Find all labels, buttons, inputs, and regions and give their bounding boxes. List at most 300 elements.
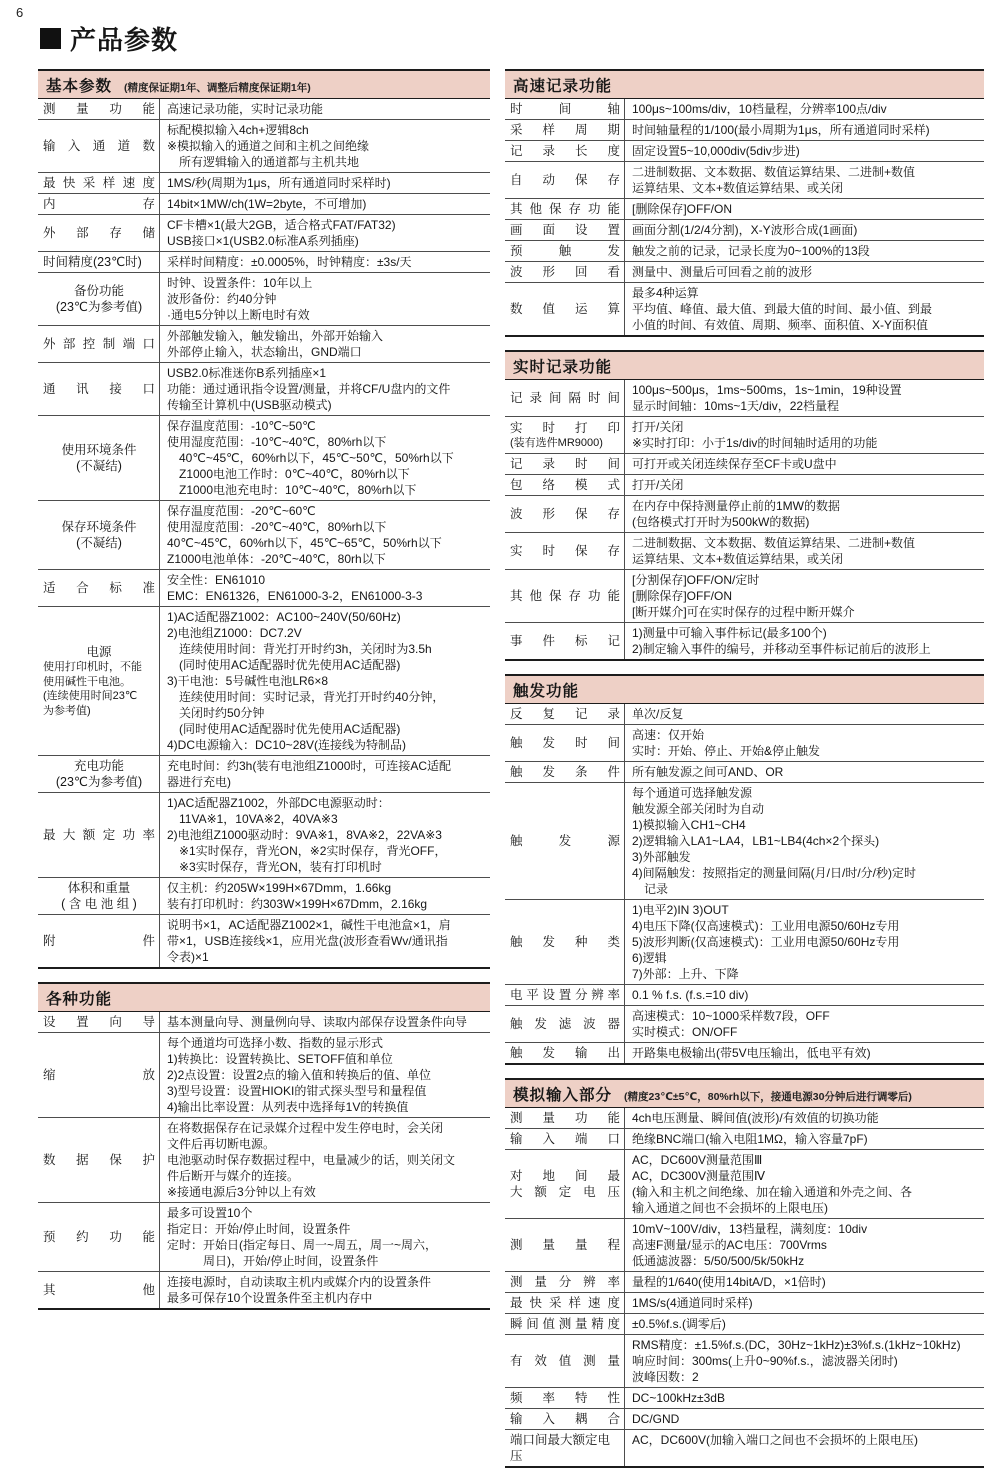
spec-value [625, 475, 984, 495]
spec-label [38, 1118, 160, 1202]
spec-label [505, 1150, 625, 1218]
spec-value-line: 安全性：EN61010 [167, 573, 266, 587]
spec-value [160, 173, 490, 193]
spec-value-line: 1)AC适配器Z1002：AC100~240V(50/60Hz) [167, 610, 401, 624]
spec-label [505, 623, 625, 659]
spec-row [505, 198, 984, 219]
spec-label [38, 1012, 160, 1032]
spec-value-line: 波峰因数：2 [632, 1370, 699, 1384]
spec-value [160, 1033, 490, 1117]
spec-label [38, 173, 160, 193]
spec-row [38, 214, 490, 251]
spec-label-line: 触发输出 [510, 1046, 620, 1060]
spec-row [38, 500, 490, 569]
spec-value [160, 793, 490, 877]
spec-label-line: 通讯接口 [43, 382, 155, 396]
spec-value-line: 外部触发输入，触发输出，外部开始输入 [167, 329, 384, 343]
spec-row [38, 755, 490, 792]
spec-label [505, 704, 625, 724]
section-title: 实时记录功能 [513, 359, 613, 376]
spec-value-line: 带×1，USB连接线×1，应用光盘(波形查看Wv/通讯指 [167, 934, 448, 948]
spec-row [505, 569, 984, 622]
spec-label-line: 其他 [43, 1283, 155, 1297]
spec-value-line: 2)2点设置：设置2点的输入值和转换后的值、单位 [167, 1068, 432, 1082]
spec-row [38, 1271, 490, 1308]
spec-label-line: 备份功能 [73, 284, 124, 298]
spec-value-line: 使用湿度范围：-10℃~40℃，80%rh以下 [167, 435, 387, 449]
spec-value [160, 607, 490, 755]
spec-value [625, 241, 984, 261]
spec-value-line: 连接电源时，自动读取主机内或媒介内的设置条件 [167, 1275, 432, 1289]
spec-value-line: 4)DC电源输入：DC10~28V(连接线为特制品) [167, 738, 407, 752]
spec-value-line: 4)电压下降(仅高速模式)：工业用电源50/60Hz专用 [632, 919, 900, 933]
spec-label-line: 输入通道数 [43, 139, 155, 153]
spec-label [505, 120, 625, 140]
spec-value-line: 6)逻辑 [632, 951, 667, 965]
spec-label-line: 端口间最大额定电压 [510, 1433, 611, 1463]
spec-value-line: AC，DC600V测量范围Ⅲ [632, 1153, 763, 1167]
spec-value [160, 120, 490, 172]
spec-value-line: 可打开或关闭连续保存至CF卡或U盘中 [632, 457, 837, 471]
spec-row [505, 1108, 984, 1128]
spec-row [38, 251, 490, 272]
spec-label-line: 数值运算 [510, 302, 620, 316]
spec-row [505, 1387, 984, 1408]
spec-value-line: 保存温度范围：-10℃~50℃ [167, 419, 316, 433]
spec-value [625, 783, 984, 899]
spec-label [38, 1033, 160, 1117]
spec-value-line: USB2.0标准迷你B系列插座×1 [167, 366, 327, 380]
spec-value [625, 1293, 984, 1313]
spec-value [160, 273, 490, 325]
spec-value-line: 所有逻辑输入的通道都与主机共地 [167, 155, 360, 169]
spec-label [505, 220, 625, 240]
spec-label [505, 262, 625, 282]
spec-label-subnote: (装有选件MR9000) [510, 436, 603, 449]
spec-value-line: 每个通道均可选择小数、指数的显示形式 [167, 1036, 384, 1050]
spec-value [160, 194, 490, 214]
spec-value-line: (同时使用AC适配器时优先使用AC适配器) [167, 658, 401, 672]
spec-value [625, 417, 984, 453]
spec-row [505, 899, 984, 984]
spec-value [625, 283, 984, 335]
spec-value-line: (同时使用AC适配器时优先使用AC适配器) [167, 722, 401, 736]
spec-value [625, 1043, 984, 1063]
spec-label [505, 533, 625, 569]
spec-value-line: 每个通道可选择触发源 [632, 786, 753, 800]
spec-value-line: 标配模拟输入4ch+逻辑8ch [167, 123, 309, 137]
spec-value-line: 小值的时间、有效值、周期、频率、面积值、X-Y面积值 [632, 318, 929, 332]
spec-value-line: ※3实时保存，背光ON，装有打印机时 [167, 860, 382, 874]
spec-value [625, 120, 984, 140]
spec-row [505, 984, 984, 1005]
spec-row [38, 272, 490, 325]
spec-row [505, 724, 984, 761]
spec-label-line: 最快采样速度 [510, 1296, 620, 1310]
spec-row [505, 1042, 984, 1063]
spec-value [160, 99, 490, 119]
spec-value-line: 高速：仅开始 [632, 728, 705, 742]
spec-row [505, 161, 984, 198]
section-header [505, 350, 984, 380]
spec-row [38, 914, 490, 967]
spec-label-line: 自动保存 [510, 173, 620, 187]
spec-value-line: AC，DC300V测量范围Ⅳ [632, 1169, 766, 1183]
spec-label-line: 记录间隔时间 [510, 391, 620, 405]
spec-row [505, 622, 984, 659]
spec-value-line: EMC：EN61326，EN61000-3-2，EN61000-3-3 [167, 589, 423, 603]
spec-value-line: 时间轴量程的1/100(最小周期为1μs，所有通道同时采样) [632, 123, 930, 137]
spec-value-line: 令表)×1 [167, 950, 209, 964]
spec-value-line: 4ch电压测量、瞬间值(波形)/有效值的切换功能 [632, 1111, 879, 1125]
spec-value-line: 1MS/秒(周期为1μs，所有通道同时采样时) [167, 176, 391, 190]
spec-label-line: 其他保存功能 [510, 589, 620, 603]
spec-value [625, 220, 984, 240]
spec-label-line: 最快采样速度 [43, 176, 155, 190]
spec-value [625, 570, 984, 622]
spec-label-line: 适合标准 [43, 581, 155, 595]
spec-label [505, 283, 625, 335]
spec-value [160, 1118, 490, 1202]
spec-value-line: 最多可设置10个 [167, 1206, 253, 1220]
spec-label [38, 501, 160, 569]
spec-value-line: 5)波形判断(仅高速模式)：工业用电源50/60Hz专用 [632, 935, 900, 949]
spec-value-line: ※模拟输入的通道之间和主机之间绝缘 [167, 139, 370, 153]
spec-row [505, 532, 984, 569]
spec-section [38, 69, 490, 969]
spec-value-line: ±0.5%f.s.(调零后) [632, 1317, 726, 1331]
spec-value-line: 高速模式：10~1000采样数7段，OFF [632, 1009, 830, 1023]
spec-row [38, 99, 490, 119]
spec-value-line: RMS精度：±1.5%f.s.(DC，30Hz~1kHz)±3%f.s.(1kHz~10kHz) [632, 1338, 961, 1352]
spec-label [505, 454, 625, 474]
spec-value-line: (包络模式打开时为500kW的数据) [632, 515, 810, 529]
spec-value-line: 40℃~45℃，60%rh以下，45℃~50℃，50%rh以下 [167, 451, 454, 465]
spec-label-line: 电源 [86, 645, 112, 659]
spec-label-line: 实时保存 [510, 544, 620, 558]
spec-value-line: 2)制定输入事件的编号，并移动至事件标记前后的波形上 [632, 642, 931, 656]
spec-value-line: 1)AC适配器Z1002，外部DC电源驱动时： [167, 796, 390, 810]
spec-label [38, 607, 160, 755]
spec-value-line: 显示时间轴：10ms~1天/div，22档量程 [632, 399, 840, 413]
spec-row [38, 1202, 490, 1271]
spec-value-line: 器进行充电) [167, 775, 231, 789]
spec-label-line: 触发滤波器 [510, 1017, 620, 1031]
spec-value-line: AC，DC600V(加输入端口之间也不会损坏的上限电压) [632, 1433, 919, 1447]
spec-label-line: 反复记录 [510, 707, 620, 721]
section-header [505, 1078, 984, 1108]
spec-value-line: 4)输出比率设置：从列表中选择每1V的转换值 [167, 1100, 409, 1114]
left-column [38, 69, 490, 1323]
spec-label-line: 外部存储 [43, 226, 155, 240]
spec-value-line: 在内存中保持测量停止前的1MW的数据 [632, 499, 840, 513]
spec-label [38, 756, 160, 792]
spec-value-line: 固定设置5~10,000div(5div步进) [632, 144, 800, 158]
spec-value-line: 说明书×1，AC适配器Z1002×1，碱性干电池盒×1，肩 [167, 918, 451, 932]
spec-value-line: 连续使用时间：背光打开时约3h，关闭时为3.5h [167, 642, 432, 656]
spec-value-line: 响应时间：300ms(上升0~90%f.s.，滤波器关闭时) [632, 1354, 898, 1368]
spec-label [505, 1129, 625, 1149]
spec-row [38, 569, 490, 606]
spec-row [505, 219, 984, 240]
section-header [38, 69, 490, 99]
spec-row [38, 193, 490, 214]
spec-label-line: 时间精度(23℃时) [43, 255, 142, 269]
spec-value-line: 2)电池组Z1000：DC7.2V [167, 626, 302, 640]
spec-label [38, 416, 160, 500]
spec-value-line: 所有触发源之间可AND、OR [632, 765, 784, 779]
spec-label [505, 417, 625, 453]
spec-label-line: 充电功能 [73, 759, 124, 773]
spec-value-line: 7)外部：上升、下降 [632, 967, 739, 981]
spec-value-line: 文件后再切断电源。 [167, 1137, 276, 1151]
spec-label-line: 使用环境条件 [61, 443, 137, 457]
spec-value-line: 采样时间精度：±0.0005%，时钟精度：±3s/天 [167, 255, 412, 269]
spec-label [505, 1388, 625, 1408]
spec-label [505, 783, 625, 899]
spec-row [505, 704, 984, 724]
spec-row [505, 1218, 984, 1271]
spec-value-line: 外部停止输入，状态输出，GND端口 [167, 345, 362, 359]
spec-label-subnote: 使用碱性干电池。 [43, 675, 131, 688]
spec-value [625, 985, 984, 1005]
spec-value-line: DC~100kHz±3dB [632, 1391, 725, 1405]
spec-value [160, 570, 490, 606]
spec-label [38, 878, 160, 914]
spec-label [38, 99, 160, 119]
spec-value-line: 充电时间：约3h(装有电池组Z1000时，可连接AC适配 [167, 759, 452, 773]
spec-label-line: 对地间最 [510, 1169, 620, 1183]
spec-label-line: 输入耦合 [510, 1412, 620, 1426]
spec-row [38, 172, 490, 193]
spec-label-line: 测量分辨率 [510, 1275, 620, 1289]
spec-value-line: CF卡槽×1(最大2GB，适合格式FAT/FAT32) [167, 218, 396, 232]
spec-label [38, 273, 160, 325]
spec-row [505, 261, 984, 282]
spec-value-line: 1)电平2)IN 3)OUT [632, 903, 729, 917]
spec-label-line: (不凝结) [76, 536, 122, 550]
spec-label-line: 画面设置 [510, 223, 620, 237]
spec-value-line: Z1000电池充电时：10℃~40℃，80%rh以下 [167, 483, 417, 497]
spec-label [505, 1006, 625, 1042]
section-title: 基本参数 [46, 78, 113, 95]
spec-value-line: 连续使用时间：实时记录，背光打开时约40分钟， [167, 690, 445, 704]
spec-value-line: 1MS/s(4通道同时采样) [632, 1296, 753, 1310]
spec-value [625, 704, 984, 724]
spec-label [505, 1335, 625, 1387]
spec-value-line: 3)干电池：5号碱性电池LR6×8 [167, 674, 329, 688]
spec-label-line: 触发源 [510, 834, 620, 848]
spec-value-line: 件后断开与媒介的连接。 [167, 1169, 300, 1183]
spec-row [505, 240, 984, 261]
spec-label-line: 输入端口 [510, 1132, 620, 1146]
spec-row [505, 1334, 984, 1387]
spec-value-line: 指定日：开始/停止时间，设置条件 [167, 1222, 351, 1236]
spec-value-line: 1)测量中可输入事件标记(最多100个) [632, 626, 827, 640]
spec-value-line: ·通电5分钟以上断电时有效 [167, 308, 310, 322]
spec-value-line: 打开/关闭 [632, 478, 684, 492]
page-title [0, 0, 996, 67]
spec-label [505, 141, 625, 161]
spec-label-line: 波形回看 [510, 265, 620, 279]
spec-label [505, 1293, 625, 1313]
spec-value-line: 开路集电极输出(带5V电压输出，低电平有效) [632, 1046, 871, 1060]
spec-value-line: 触发源全部关闭时为自动 [632, 802, 765, 816]
spec-value [160, 756, 490, 792]
spec-value-line: 测量中、测量后可回看之前的波形 [632, 265, 813, 279]
spec-label-line: 触发种类 [510, 935, 620, 949]
spec-value-line: 低通滤波器：5/50/500/5k/50kHz [632, 1254, 805, 1268]
spec-section [38, 982, 490, 1310]
spec-label [38, 363, 160, 415]
spec-label [505, 1409, 625, 1429]
spec-row [505, 1408, 984, 1429]
spec-label [505, 162, 625, 198]
spec-value-line: 功能：通过通讯指令设置/测量，并将CF/U盘内的文件 [167, 382, 451, 396]
spec-label-line: 外部控制端口 [43, 337, 155, 351]
spec-label-line: 缩放 [43, 1068, 155, 1082]
spec-label-line: 记录长度 [510, 144, 620, 158]
spec-row [38, 1012, 490, 1032]
spec-value-line: 11VA※1，10VA※2，40VA※3 [167, 812, 338, 826]
section-title: 高速记录功能 [513, 78, 613, 95]
spec-label-line: 采样周期 [510, 123, 620, 137]
spec-label [505, 1314, 625, 1334]
spec-value-line: ※接通电源后3分钟以上有效 [167, 1185, 316, 1199]
spec-label-subnote: 使用打印机时，不能 [43, 661, 142, 673]
spec-value-line: 使用湿度范围：-20℃~40℃，80%rh以下 [167, 520, 387, 534]
spec-label-line: 瞬间值测量精度 [510, 1317, 620, 1331]
spec-label [38, 1203, 160, 1271]
spec-value-line: 最多可保存10个设置条件至主机内存中 [167, 1291, 373, 1305]
spec-value [160, 252, 490, 272]
section-title: 触发功能 [513, 683, 580, 700]
spec-label-subnote: 为参考值) [43, 704, 91, 717]
spec-label [505, 241, 625, 261]
spec-value-line: (输入和主机之间绝缘、加在输入通道和外壳之间、各 [632, 1185, 912, 1199]
spec-value-line: ※实时打印：小于1s/div的时间轴时适用的功能 [632, 436, 878, 450]
spec-label [38, 570, 160, 606]
spec-section [505, 69, 984, 337]
spec-value-line: 高速F测量/显示的AC电压：700Vrms [632, 1238, 827, 1252]
spec-value-line: 单次/反复 [632, 707, 684, 721]
spec-value [625, 454, 984, 474]
spec-row [505, 474, 984, 495]
spec-row [505, 1149, 984, 1218]
spec-label-line: 最大额定功率 [43, 828, 155, 842]
spec-value [625, 725, 984, 761]
spec-value-line: 高速记录功能，实时记录功能 [167, 102, 324, 116]
spec-value-line: 时钟、设置条件：10年以上 [167, 276, 313, 290]
spec-value-line: 二进制数据、文本数据、数值运算结果、二进制+数值 [632, 165, 916, 179]
spec-value-line: 定时：开始日(指定每日、周一~周五，周一~周六， [167, 1238, 438, 1252]
section-note: (精度保证期1年、调整后精度保证期1年) [124, 82, 311, 94]
spec-label-line: (不凝结) [76, 459, 122, 473]
page-title-text: 产品参数 [70, 25, 179, 55]
spec-row [505, 761, 984, 782]
spec-label [505, 900, 625, 984]
spec-value-line: 周日)，开始/停止时间，设置条件 [167, 1254, 379, 1268]
spec-label-line: 保存环境条件 [61, 520, 137, 534]
spec-label-line: 电平设置分辨率 [510, 988, 620, 1002]
spec-value-line: 实时：开始、停止、开始&停止触发 [632, 744, 821, 758]
spec-label [38, 1272, 160, 1308]
spec-section [505, 674, 984, 1065]
spec-value [625, 1150, 984, 1218]
spec-label-line: 预约功能 [43, 1230, 155, 1244]
spec-label-line: (23℃为参考值) [55, 775, 143, 789]
spec-value-line: 装有打印机时：约303W×199H×67Dmm，2.16kg [167, 897, 428, 911]
spec-label-line: 测量功能 [43, 102, 155, 116]
spec-row [505, 1128, 984, 1149]
spec-value [625, 162, 984, 198]
spec-value-line: 0.1 % f.s. (f.s.=10 div) [632, 988, 749, 1002]
spec-columns [0, 67, 996, 1481]
spec-value-line: DC/GND [632, 1412, 680, 1426]
spec-value [625, 1430, 984, 1466]
spec-value-line: 绝缘BNC端口(输入电阻1MΩ，输入容量7pF) [632, 1132, 868, 1146]
spec-value [625, 623, 984, 659]
spec-value [160, 501, 490, 569]
spec-value-line: 40℃~45℃，60%rh以下，45℃~65℃，50%rh以下 [167, 536, 442, 550]
spec-value [160, 215, 490, 251]
spec-label-line: ( 含 电 池 组 ) [61, 897, 137, 911]
spec-value-line: 画面分割(1/2/4分割)，X-Y波形合成(1画面) [632, 223, 858, 237]
spec-value-line: 1)转换比：设置转换比、SETOFF值和单位 [167, 1052, 393, 1066]
section-header [505, 69, 984, 99]
spec-value [625, 1272, 984, 1292]
spec-label-line: 时间轴 [510, 102, 620, 116]
spec-label-line: 体积和重量 [67, 881, 131, 895]
spec-label-line: 附件 [43, 934, 155, 948]
spec-label [505, 725, 625, 761]
spec-label [505, 985, 625, 1005]
spec-value [625, 1108, 984, 1128]
spec-label [38, 252, 160, 272]
spec-label-line: 测量功能 [510, 1111, 620, 1125]
section-header [505, 674, 984, 704]
spec-row [505, 453, 984, 474]
spec-value-line: 量程的1/640(使用14bitA/D，×1倍时) [632, 1275, 826, 1289]
spec-label [505, 1043, 625, 1063]
spec-value-line: ※1实时保存，背光ON，※2实时保存，背光OFF， [167, 844, 447, 858]
spec-value-line: 100μs~500μs，1ms~500ms，1s~1min，19种设置 [632, 383, 902, 397]
spec-value-line: 3)型号设置：设置HIOKI的钳式探头型号和量程值 [167, 1084, 427, 1098]
spec-label-line: 测量量程 [510, 1238, 620, 1252]
spec-value-line: 3)外部触发 [632, 850, 691, 864]
spec-value-line: 2)电池组Z1000驱动时：9VA※1，8VA※2，22VA※3 [167, 828, 442, 842]
spec-value [625, 533, 984, 569]
spec-label [505, 496, 625, 532]
spec-value [625, 199, 984, 219]
spec-row [505, 119, 984, 140]
spec-value-line: USB接口×1(USB2.0标准A系列插座) [167, 234, 359, 248]
spec-label [505, 762, 625, 782]
spec-label [505, 1272, 625, 1292]
spec-label-line: 波形保存 [510, 507, 620, 521]
spec-label [38, 915, 160, 967]
spec-value-line: 14bit×1MW/ch(1W=2byte，不可增加) [167, 197, 367, 211]
spec-value [160, 363, 490, 415]
spec-label-line: 实时打印 [510, 420, 620, 435]
spec-row [38, 119, 490, 172]
spec-value-line: 平均值、峰值、最大值、到最大值的时间、最小值、到最 [632, 302, 933, 316]
page-number: 6 [16, 5, 24, 20]
spec-value [625, 99, 984, 119]
spec-label-subnote: (连续使用时间23℃ [43, 690, 138, 702]
spec-label-line: 设置向导 [43, 1015, 155, 1029]
spec-row [505, 140, 984, 161]
